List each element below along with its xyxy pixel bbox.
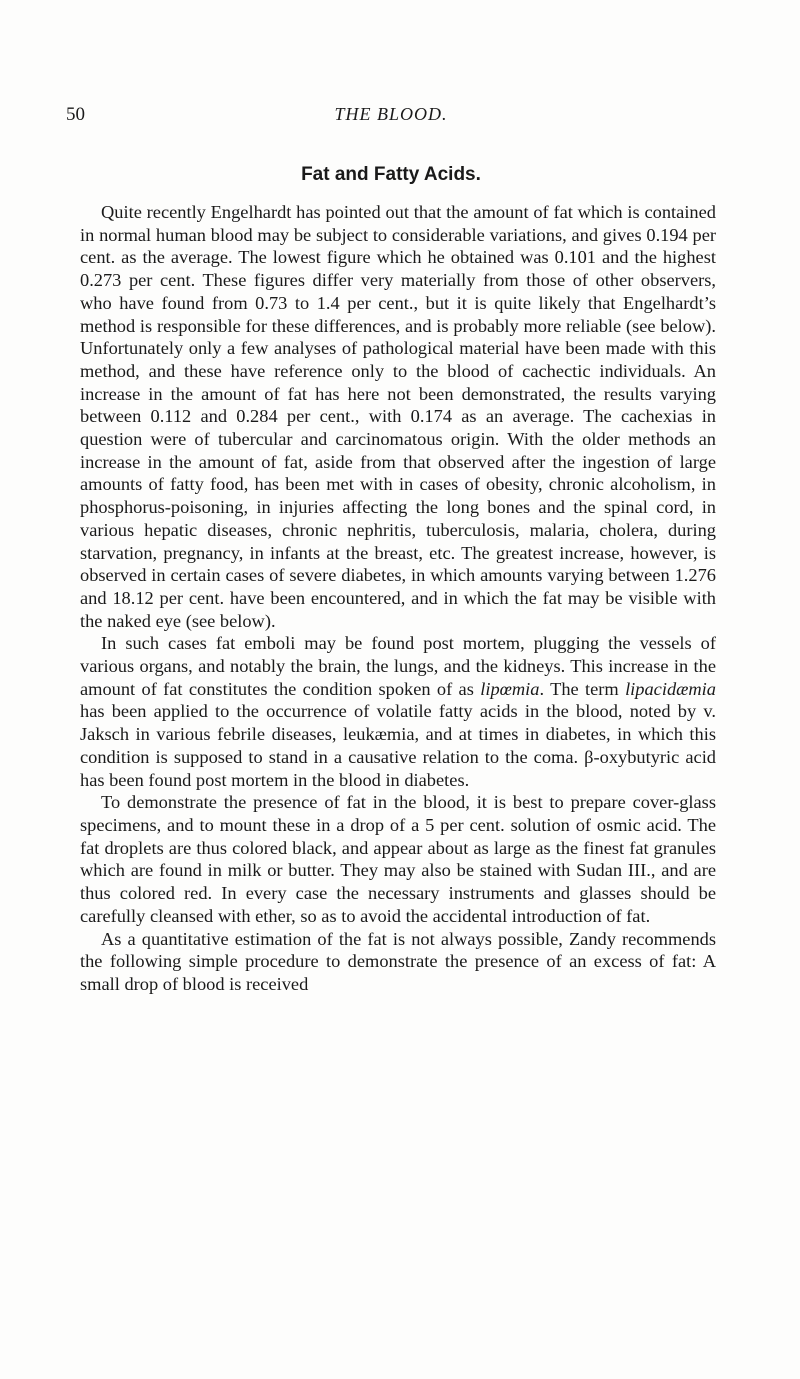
term-lipacidaemia: lipacidæmia xyxy=(625,678,716,699)
term-lipaemia: lipœmia xyxy=(480,678,540,699)
body-text xyxy=(80,201,716,996)
paragraph-3: To demonstrate the presence of fat in the blood, it is best to prepare cover-glass specimens, and to mount these in a drop of a 5 per cent. solution of osmic acid. The fat droplets are thus colored black, and appear about as large as the finest fat granules which are found in milk or butter. They may also be stained with Sudan III., and are thus colored red. In every case the necessary instruments and glasses should be carefully cleansed with ether, so as to avoid the accidental introduction of fat. xyxy=(80,792,716,926)
paragraph-2-text-b: . The term xyxy=(539,678,626,699)
paragraph-2-text-c: has been applied to the occurrence of volatile fatty acids in the blood, noted by v. Jaksch in various febrile diseases, leukæmia, and at times in diabetes, in which this condition is supposed to stand in a causative relation to the coma. β-oxybutyric acid has been found post mortem in the blood in diabetes. xyxy=(80,701,716,790)
paragraph-4: As a quantitative estimation of the fat is not always possible, Zandy recommends the following simple procedure to demonstrate the presence of an excess of fat: A small drop of blood is received xyxy=(80,928,716,994)
section-title: Fat and Fatty Acids. xyxy=(301,164,481,185)
page-number: 50 xyxy=(66,104,85,125)
paragraph-2 xyxy=(80,632,716,791)
paragraph-1: Quite recently Engelhardt has pointed out that the amount of fat which is contained in normal human blood may be subject to considerable variations, and gives 0.194 per cent. as the average. The lowest figure which he obtained was 0.101 and the highest 0.273 per cent. These figures differ very materially from those of other observers, who have found from 0.73 to 1.4 per cent., but it is quite likely that Engelhardt’s method is responsible for these differences, and is probably more reliable (see below). Unfortunately only a few analyses of pathological material have been made with this method, and these have reference only to the blood of cachectic individuals. An increase in the amount of fat has here not been demonstrated, the results varying between 0.112 and 0.284 per cent., with 0.174 as an average. The cachexias in question were of tubercular and carcinomatous origin. With the older methods an increase in the amount of fat, aside from that observed after the ingestion of large amounts of fatty food, has been met with in cases of obesity, chronic alcoholism, in phosphorus-poisoning, in injuries affecting the long bones and the spinal cord, in various hepatic diseases, chronic nephritis, tuberculosis, malaria, cholera, during starvation, pregnancy, in infants at the breast, etc. The greatest increase, however, is observed in certain cases of severe diabetes, in which amounts varying between 1.276 and 18.12 per cent. have been encountered, and in which the fat may be visible with the naked eye (see below). xyxy=(80,202,716,631)
running-title: THE BLOOD. xyxy=(334,104,448,124)
running-head xyxy=(66,104,716,134)
paragraph-2-text-a: In such cases fat emboli may be found post mortem, plugging the vessels of various organs, and notably the brain, the lungs, and the kidneys. This increase in the amount of fat constitutes the condition spoken of as xyxy=(80,633,716,699)
